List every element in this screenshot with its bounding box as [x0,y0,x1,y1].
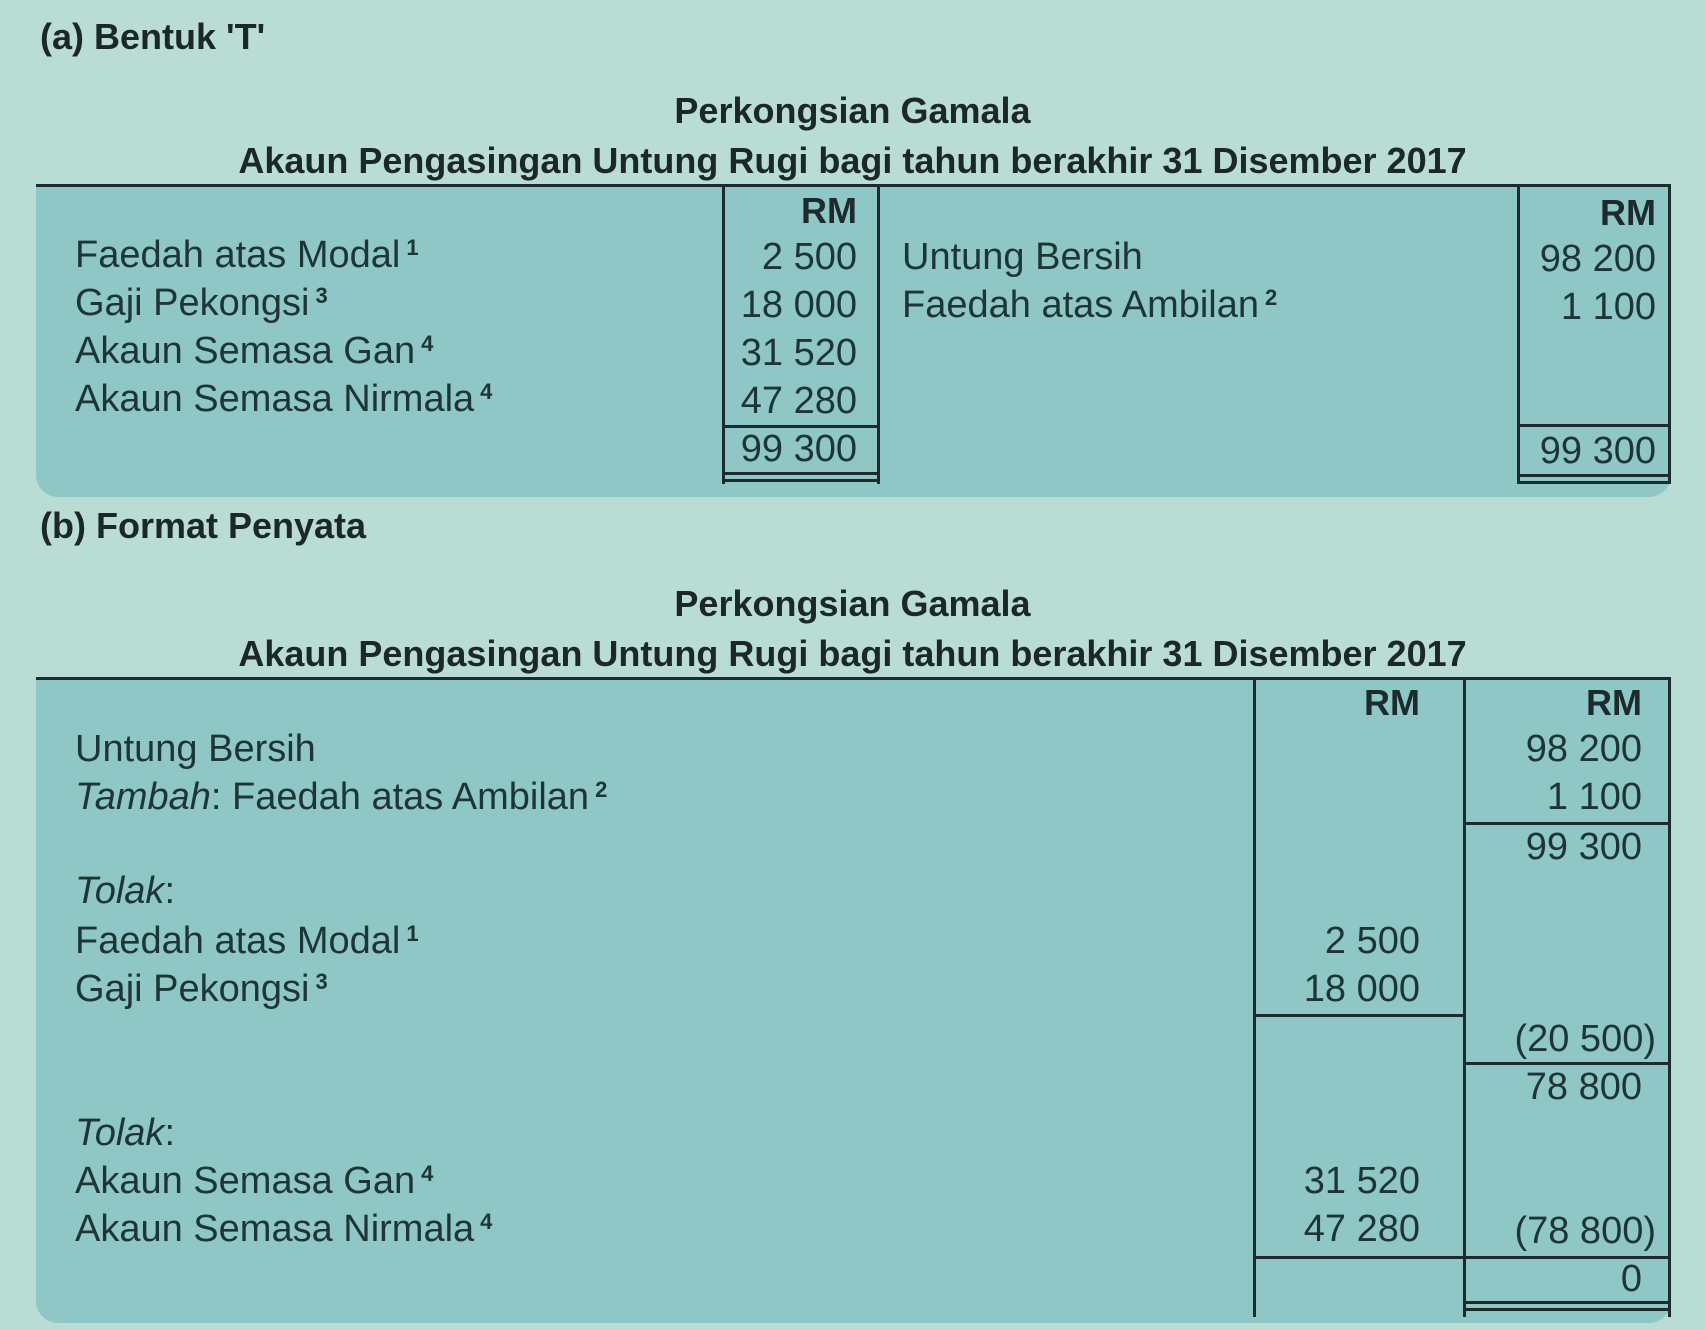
t-account-top-rule [36,184,1671,187]
stmt-subtotal1: 99 300 [1525,826,1642,868]
t-account-left-rm: RM [801,190,857,231]
section-b-heading: (b) Format Penyata [40,505,367,546]
stmt-amount-akaun-gan: 31 520 [1303,1160,1420,1202]
stmt-amount-faedah-modal: 2 500 [1324,920,1420,962]
credit-total-rule [1517,424,1671,427]
stmt-label-untung-bersih: Untung Bersih [75,728,316,770]
stmt-subtotal1-rule [1463,822,1671,825]
stmt-tolak-1: Tolak: [75,870,175,912]
debit-total: 99 300 [740,428,857,470]
stmt-subtotal2: 78 800 [1525,1066,1642,1108]
t-account-right-edge [1668,184,1671,484]
stmt-final-double-rule-2 [1463,1308,1671,1311]
credit-total: 99 300 [1539,430,1656,472]
stmt-subtotal2-rule [1463,1062,1671,1065]
debit-amount-akaun-nirmala: 47 280 [740,380,857,422]
section-b-account-title: Akaun Pengasingan Untung Rugi bagi tahun berakhir 31 Disember 2017 [238,633,1467,674]
statement-col1-rm: RM [1364,682,1420,723]
t-account-right-rm: RM [1600,192,1656,233]
stmt-amount-faedah-ambilan: 1 100 [1546,776,1642,818]
stmt-label-akaun-gan: Akaun Semasa Gan $^4$ [75,1160,434,1202]
stmt-label-akaun-nirmala: Akaun Semasa Nirmala $^4$ [75,1208,493,1250]
debit-label-gaji-pekongsi: Gaji Pekongsi $^3$ [75,282,328,324]
section-b-firm: Perkongsian Gamala [674,583,1031,624]
debit-label-faedah-modal: Faedah atas Modal $^1$ [75,234,419,276]
credit-amount-untung-bersih: 98 200 [1539,238,1656,280]
t-account-center-divider [877,184,880,484]
stmt-amount-untung-bersih: 98 200 [1525,728,1642,770]
debit-amount-akaun-gan: 31 520 [740,332,857,374]
stmt-label-tambah: Tambah: Faedah atas Ambilan $^2$ [75,776,608,818]
stmt-amount-akaun-nirmala: 47 280 [1303,1208,1420,1250]
stmt-tolak-2: Tolak: [75,1112,175,1154]
credit-label-faedah-ambilan: Faedah atas Ambilan $^2$ [902,284,1278,326]
debit-label-akaun-gan: Akaun Semasa Gan $^4$ [75,330,434,372]
debit-amount-gaji-pekongsi: 18 000 [740,284,857,326]
statement-right-edge [1668,677,1671,1317]
credit-label-untung-bersih: Untung Bersih [902,236,1143,278]
stmt-deduct2: (78 800) [1514,1210,1656,1252]
statement-col2-rm: RM [1586,682,1642,723]
stmt-label-gaji-pekongsi: Gaji Pekongsi $^3$ [75,968,328,1010]
section-a-firm: Perkongsian Gamala [674,90,1031,131]
section-a-account-title: Akaun Pengasingan Untung Rugi bagi tahun berakhir 31 Disember 2017 [238,140,1467,181]
debit-label-akaun-nirmala: Akaun Semasa Nirmala $^4$ [75,378,493,420]
stmt-col1-rule-1 [1253,1014,1463,1017]
stmt-final: 0 [1620,1258,1642,1300]
stmt-deduct1: (20 500) [1514,1018,1656,1060]
stmt-amount-gaji-pekongsi: 18 000 [1303,968,1420,1010]
credit-total-double-rule-1 [1517,474,1671,477]
statement-top-rule [36,677,1671,680]
credit-amount-faedah-ambilan: 1 100 [1560,286,1656,328]
stmt-final-double-rule-1 [1463,1301,1671,1304]
stmt-label-faedah-modal: Faedah atas Modal $^1$ [75,920,419,962]
credit-total-double-rule-2 [1517,481,1671,484]
debit-total-double-rule-2 [722,479,880,482]
section-a-heading: (a) Bentuk 'T' [40,16,266,57]
debit-total-double-rule-1 [722,472,880,475]
debit-amount-faedah-modal: 2 500 [761,236,857,278]
